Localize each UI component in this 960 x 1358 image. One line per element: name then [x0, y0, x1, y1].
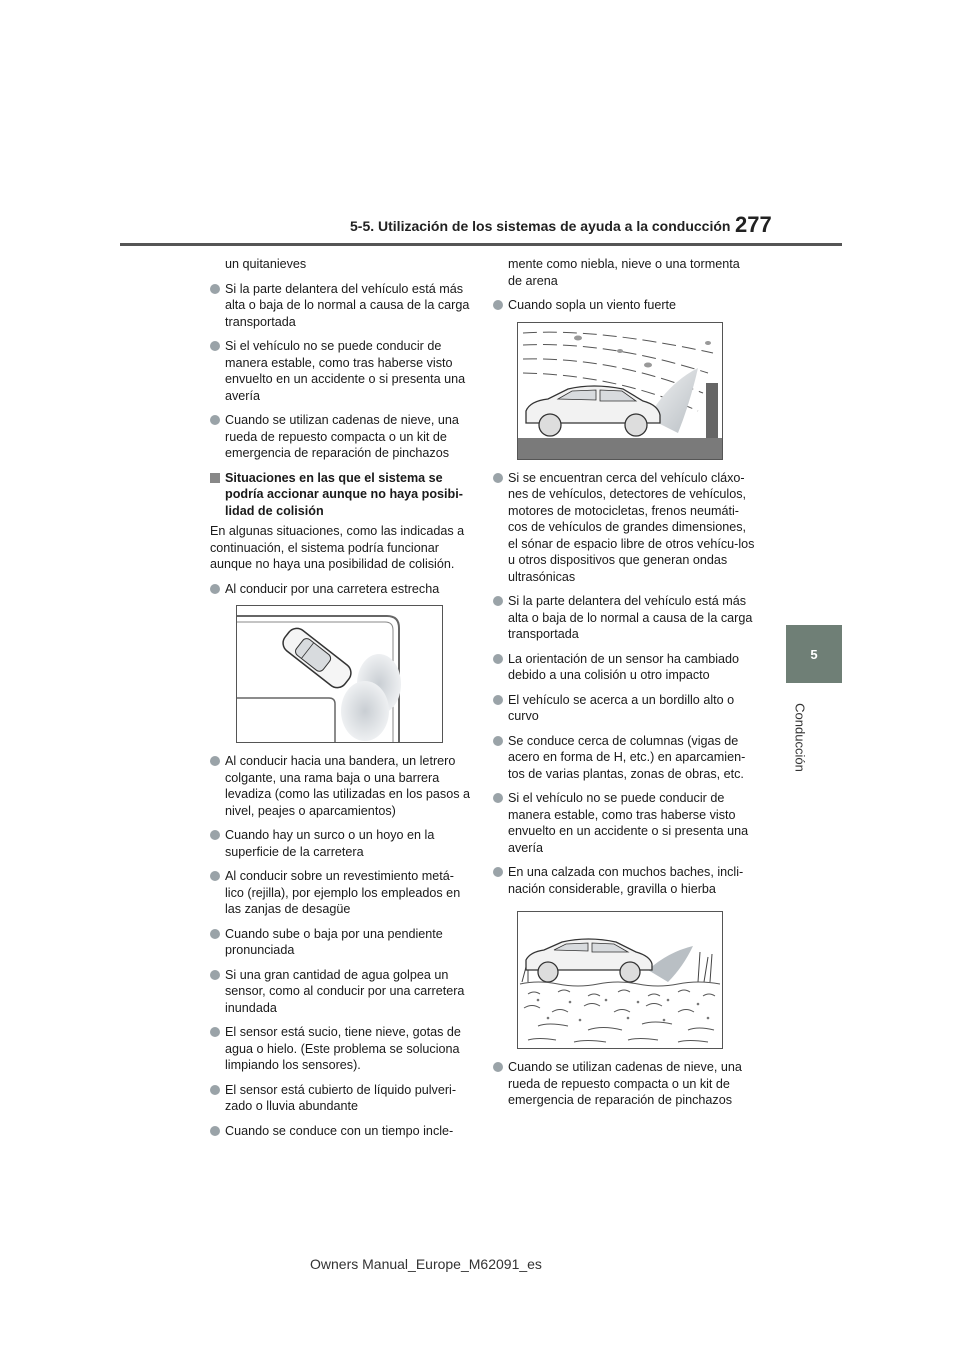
- list-item-text: Si la parte delantera del vehículo está más alta o baja de lo normal a causa de la carga transportada: [508, 594, 753, 641]
- list-item: [210, 827, 470, 860]
- car-icon: [526, 386, 660, 436]
- list-item-text: Al conducir sobre un revestimiento metá-lico (rejilla), por ejemplo los empleados en las zanjas de desagüe: [225, 869, 461, 916]
- bullet-icon: [493, 867, 503, 877]
- list-item: [210, 281, 470, 331]
- list-item: [493, 790, 755, 856]
- heading-text: Situaciones en las que el sistema se podría accionar aunque no haya posibi-lidad de colisión: [225, 470, 463, 518]
- list-item: [210, 338, 470, 404]
- section-heading: [210, 470, 470, 520]
- bullet-icon: [210, 284, 220, 294]
- list-item: [493, 864, 755, 897]
- bullet-icon: [210, 970, 220, 980]
- list-item-text: Si una gran cantidad de agua golpea un sensor, como al conducir por una carretera inundada: [225, 967, 465, 1015]
- bullet-icon: [493, 473, 503, 483]
- list-item-text: Al conducir por una carretera estrecha: [225, 581, 440, 596]
- list-item-text: El sensor está cubierto de líquido pulveri-zado o lluvia abundante: [225, 1082, 457, 1113]
- right-column: [493, 256, 755, 1117]
- list-item: [210, 1123, 470, 1140]
- list-item-text: Cuando hay un surco o un hoyo en la superficie de la carretera: [225, 828, 435, 859]
- list-item-text: El vehículo se acerca a un bordillo alto o curvo: [508, 692, 735, 723]
- strong-wind-illustration: [517, 322, 723, 460]
- list-item: [210, 412, 470, 462]
- bullet-icon: [493, 736, 503, 746]
- list-item-text: Se conduce cerca de columnas (vigas de acero en forma de H, etc.) en aparcamien-tos de varias plantas, zonas de obras, etc.: [508, 733, 746, 781]
- intro-paragraph: En algunas situaciones, como las indicadas a continuación, el sistema podría funcionar aunque no haya una posibilidad de colisión.: [210, 524, 465, 571]
- list-item: [210, 1024, 470, 1074]
- rough-road-illustration: [517, 911, 723, 1049]
- bullet-icon: [210, 1085, 220, 1095]
- list-item: [210, 753, 470, 819]
- list-item: [210, 868, 470, 918]
- bullet-icon: [493, 300, 503, 310]
- list-item-text: El sensor está sucio, tiene nieve, gotas de agua o hielo. (Este problema se soluciona limpiando los sensores).: [225, 1025, 461, 1072]
- bullet-icon: [210, 830, 220, 840]
- bullet-icon: [493, 654, 503, 664]
- chapter-number: 5: [810, 646, 818, 662]
- continued-text: mente como niebla, nieve o una tormenta de arena: [508, 257, 740, 288]
- list-item: [493, 1059, 755, 1109]
- square-bullet-icon: [210, 473, 220, 483]
- chapter-label: Conducción: [792, 703, 808, 772]
- bullet-icon: [210, 584, 220, 594]
- list-item-text: Al conducir hacia una bandera, un letrero colgante, una rama baja o una barrera levadiza (como las utilizadas en los pasos a nivel, peajes o aparcamientos): [225, 754, 471, 818]
- bullet-icon: [493, 596, 503, 606]
- list-item-text: La orientación de un sensor ha cambiado debido a una colisión u otro impacto: [508, 651, 740, 682]
- list-item: [493, 470, 755, 586]
- bullet-icon: [210, 1126, 220, 1136]
- list-item: [210, 926, 470, 959]
- narrow-road-illustration: [236, 605, 443, 743]
- list-item: [493, 297, 755, 314]
- list-item-text: En una calzada con muchos baches, incli-nación considerable, gravilla o hierba: [508, 865, 744, 896]
- list-item: [493, 733, 755, 783]
- list-item-text: Si la parte delantera del vehículo está más alta o baja de lo normal a causa de la carga transportada: [225, 281, 470, 329]
- bullet-icon: [210, 415, 220, 425]
- bullet-icon: [210, 871, 220, 881]
- list-item-text: Cuando se utilizan cadenas de nieve, una rueda de repuesto compacta o un kit de emergencia de reparación de pinchazos: [508, 1060, 742, 1107]
- list-item: [210, 967, 470, 1017]
- list-item-text: Si se encuentran cerca del vehículo cláxo-nes de vehículos, detectores de vehículos, motores de motocicletas, frenos neumáti-cos de vehículos de grandes dimensiones, el sónar de espacio libre de otros vehícu-los u otros dispositivos que generan ondas ultrasónicas: [508, 470, 755, 584]
- list-item-text: Cuando sube o baja por una pendiente pronunciada: [225, 926, 443, 957]
- bullet-icon: [493, 695, 503, 705]
- left-column: [210, 256, 470, 1147]
- header-divider: [120, 243, 842, 246]
- list-item-text: Cuando se utilizan cadenas de nieve, una rueda de repuesto compacta o un kit de emergencia de reparación de pinchazos: [225, 413, 459, 460]
- car-icon: [526, 939, 652, 982]
- page-number: 277: [735, 212, 772, 237]
- bullet-icon: [210, 1027, 220, 1037]
- section-title: 5-5. Utilización de los sistemas de ayuda a la conducción: [350, 218, 731, 234]
- bullet-icon: [493, 793, 503, 803]
- list-item: [493, 593, 755, 643]
- chapter-tab[interactable]: [786, 625, 842, 683]
- bullet-icon: [210, 341, 220, 351]
- list-item: [210, 581, 470, 598]
- list-item: [493, 651, 755, 684]
- list-item-text: Cuando se conduce con un tiempo incle-: [225, 1123, 454, 1138]
- bullet-icon: [493, 1062, 503, 1072]
- list-item-text: Si el vehículo no se puede conducir de manera estable, como tras haberse visto envuelto en un accidente o si presenta una avería: [225, 339, 466, 403]
- list-item-text: Si el vehículo no se puede conducir de manera estable, como tras haberse visto envuelto en un accidente o si presenta una avería: [508, 791, 749, 855]
- list-item: [210, 1082, 470, 1115]
- list-item-text: Cuando sopla un viento fuerte: [508, 298, 677, 312]
- list-item: [493, 692, 755, 725]
- chapter-label-wrap: [780, 690, 810, 790]
- bullet-icon: [210, 756, 220, 766]
- continued-text: un quitanieves: [225, 257, 307, 271]
- bullet-icon: [210, 929, 220, 939]
- footer-text: Owners Manual_Europe_M62091_es: [310, 1256, 542, 1272]
